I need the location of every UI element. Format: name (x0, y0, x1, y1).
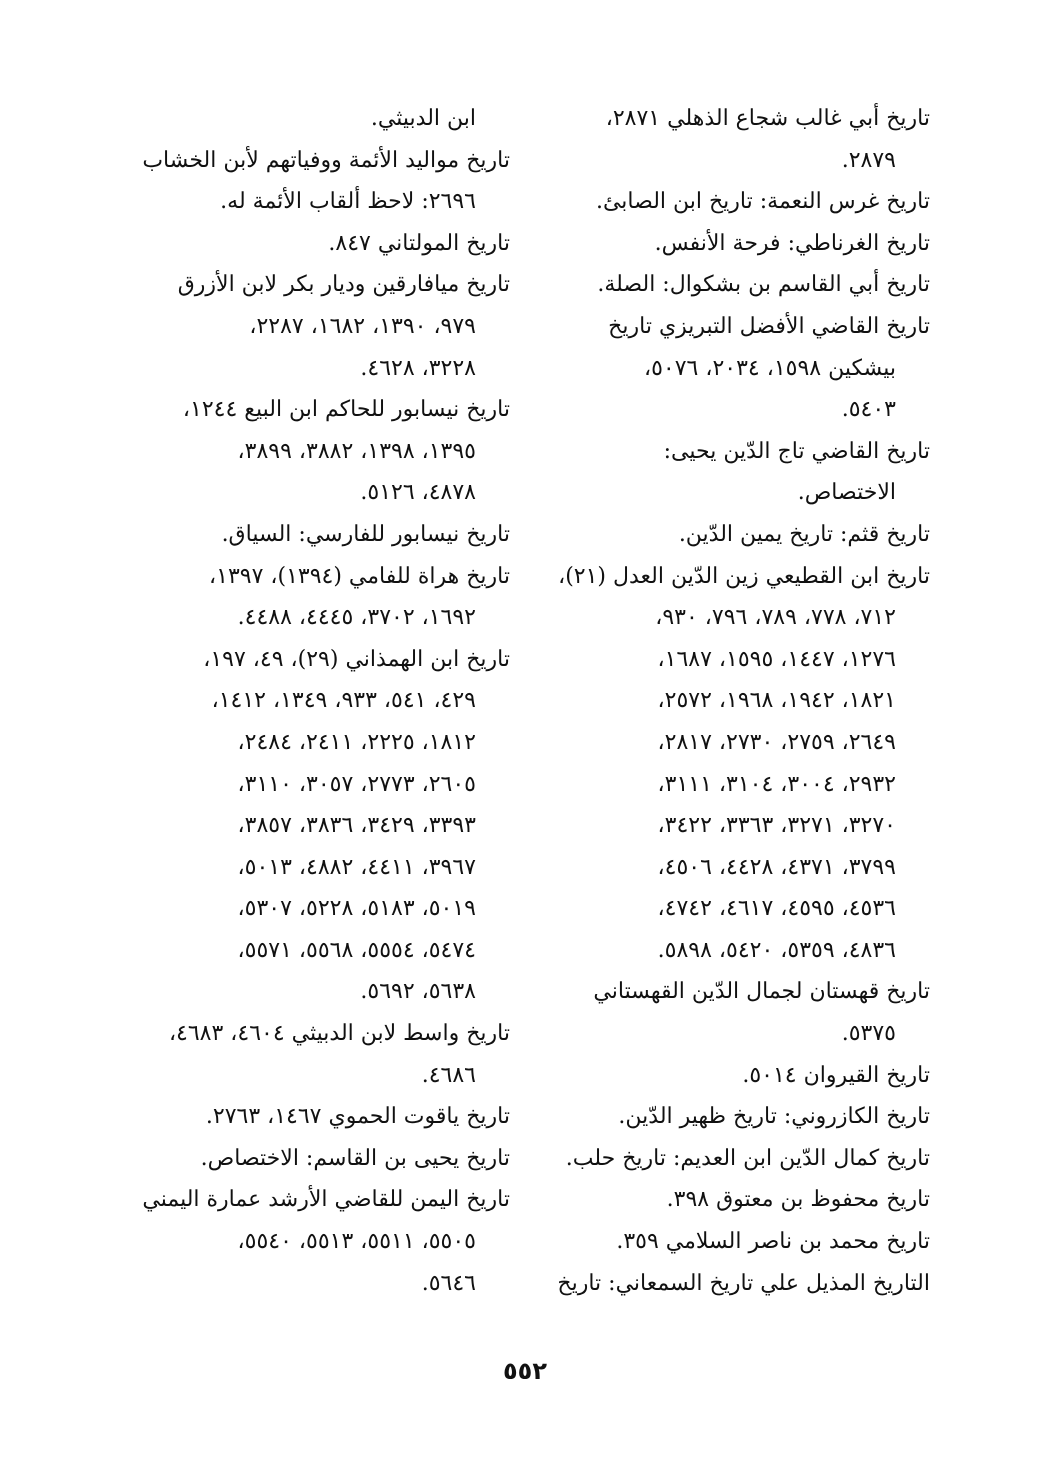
index-continuation-line: ٥٦٣٨، ٥٦٩٢. (360, 979, 476, 1005)
index-entry-line: تاريخ قهستان لجمال الدّين القهستاني (593, 979, 930, 1005)
index-entry-line: تاريخ الكازروني: تاريخ ظهير الدّين. (618, 1104, 930, 1130)
index-continuation-line: ٥٠١٩، ٥١٨٣، ٥٢٢٨، ٥٣٠٧، (237, 896, 476, 922)
page-number: ٥٥٢ (503, 1357, 547, 1385)
index-continuation-line: ٥٤٠٣. (841, 397, 896, 423)
index-entry-line: تاريخ ابن الهمذاني (٢٩)، ٤٩، ١٩٧، (203, 646, 510, 672)
index-continuation-line: ٧١٢، ٧٧٨، ٧٨٩، ٧٩٦، ٩٣٠، (655, 605, 896, 631)
index-entry-line: تاريخ يحيى بن القاسم: الاختصاص. (200, 1145, 510, 1171)
index-continuation-line: ٢٦٠٥، ٢٧٧٣، ٣٠٥٧، ٣١١٠، (237, 771, 476, 797)
index-entry-line: تاريخ محفوظ بن معتوق ٣٩٨. (666, 1187, 930, 1213)
index-continuation-line: ١٣٩٥، ١٣٩٨، ٣٨٨٢، ٣٨٩٩، (237, 438, 476, 464)
right-column (550, 98, 930, 1304)
index-continuation-line: ٢٦٤٩، ٢٧٥٩، ٢٧٣٠، ٢٨١٧، (657, 729, 896, 755)
index-continuation-line: ٤٨٣٦، ٥٣٥٩، ٥٤٢٠، ٥٨٩٨. (657, 937, 896, 963)
index-continuation-line: ٥٣٧٥. (841, 1021, 896, 1047)
index-continuation-line: ١٦٩٢، ٣٧٠٢، ٤٤٤٥، ٤٤٨٨. (237, 605, 476, 631)
index-entry-line: تاريخ القاضي الأفضل التبريزي تاريخ (608, 313, 930, 339)
index-entry-line: تاريخ هراة للفامي (١٣٩٤)، ١٣٩٧، (209, 563, 510, 589)
index-entry-line: تاريخ ياقوت الحموي ١٤٦٧، ٢٧٦٣. (205, 1104, 510, 1130)
index-entry-line: تاريخ نيسابور للحاكم ابن البيع ١٢٤٤، (182, 397, 510, 423)
index-entry-line: تاريخ الغرناطي: فرحة الأنفس. (654, 230, 930, 256)
index-entry-line: تاريخ ابن القطيعي زين الدّين العدل (٢١)، (558, 563, 930, 589)
index-continuation-line: ٢٦٩٦: لاحظ ألقاب الأئمة له. (220, 189, 476, 215)
index-continuation-line: ٣٢٢٨، ٤٦٢٨. (360, 355, 476, 381)
index-entry-line: تاريخ أبي القاسم بن بشكوال: الصلة. (597, 272, 930, 298)
index-continuation-line: ٩٧٩، ١٣٩٠، ١٦٨٢، ٢٢٨٧، (249, 313, 476, 339)
index-entry-line: تاريخ أبي غالب شجاع الذهلي ٢٨٧١، (605, 106, 930, 131)
index-continuation-line: ٤٨٧٨، ٥١٢٦. (360, 480, 476, 506)
index-entry-line: تاريخ القاضي تاج الدّين يحيى: (663, 438, 930, 464)
index-continuation-line: ١٢٧٦، ١٤٤٧، ١٥٩٥، ١٦٨٧، (657, 646, 896, 672)
index-entry-line: التاريخ المذيل علي تاريخ السمعاني: تاريخ (557, 1270, 930, 1296)
index-entry-line: تاريخ محمد بن ناصر السلامي ٣٥٩. (616, 1229, 930, 1255)
index-continuation-line: ٥٦٤٦. (421, 1270, 476, 1296)
index-entry-line: تاريخ كمال الدّين ابن العديم: تاريخ حلب. (565, 1145, 930, 1171)
index-entry-line: تاريخ اليمن للقاضي الأرشد عمارة اليمني (142, 1187, 510, 1213)
left-column (130, 98, 510, 1304)
index-entry-line: تاريخ واسط لابن الدبيثي ٤٦٠٤، ٤٦٨٣، (168, 1021, 510, 1047)
index-entry-line: تاريخ المولتاني ٨٤٧. (328, 230, 510, 256)
index-continuation-line: ٣٢٧٠، ٣٢٧١، ٣٣٦٣، ٣٤٢٢، (657, 813, 896, 839)
index-continuation-line: ١٨٢١، ١٩٤٢، ١٩٦٨، ٢٥٧٢، (657, 688, 896, 714)
index-continuation-line: بيشكين ١٥٩٨، ٢٠٣٤، ٥٠٧٦، (643, 355, 896, 381)
index-entry-line: تاريخ مواليد الأئمة ووفياتهم لأبن الخشاب (142, 147, 510, 173)
index-continuation-line: ٥٥٠٥، ٥٥١١، ٥٥١٣، ٥٥٤٠، (237, 1229, 476, 1255)
index-continuation-line: ١٨١٢، ٢٢٢٥، ٢٤١١، ٢٤٨٤، (237, 729, 476, 755)
index-entry-line: تاريخ ميافارقين وديار بكر لابن الأزرق (177, 272, 510, 298)
index-entry-line: تاريخ القيروان ٥٠١٤. (742, 1062, 930, 1088)
index-continuation-line: ٢٨٧٩. (841, 147, 896, 173)
index-continuation-line: الاختصاص. (797, 480, 896, 506)
index-continuation-line: ٤٥٣٦، ٤٥٩٥، ٤٦١٧، ٤٧٤٢، (657, 896, 896, 922)
index-entry-line: تاريخ غرس النعمة: تاريخ ابن الصابئ. (595, 189, 930, 215)
index-continuation-line: ٣٩٦٧، ٤٤١١، ٤٨٨٢، ٥٠١٣، (237, 854, 476, 880)
index-continuation-line: ٤٦٨٦. (421, 1062, 476, 1088)
index-continuation-line: ٥٤٧٤، ٥٥٥٤، ٥٥٦٨، ٥٥٧١، (237, 937, 476, 963)
index-entry-line: تاريخ نيسابور للفارسي: السياق. (221, 521, 510, 547)
index-continuation-line: ٣٣٩٣، ٣٤٢٩، ٣٨٣٦، ٣٨٥٧، (237, 813, 476, 839)
index-continuation-line: ٤٢٩، ٥٤١، ٩٣٣، ١٣٤٩، ١٤١٢، (211, 688, 476, 714)
index-continuation-line: ابن الدبيثي. (370, 106, 476, 131)
index-continuation-line: ٣٧٩٩، ٤٣٧١، ٤٤٢٨، ٤٥٠٦، (657, 854, 896, 880)
index-continuation-line: ٢٩٣٢، ٣٠٠٤، ٣١٠٤، ٣١١١، (657, 771, 896, 797)
index-entry-line: تاريخ قثم: تاريخ يمين الدّين. (678, 521, 930, 547)
